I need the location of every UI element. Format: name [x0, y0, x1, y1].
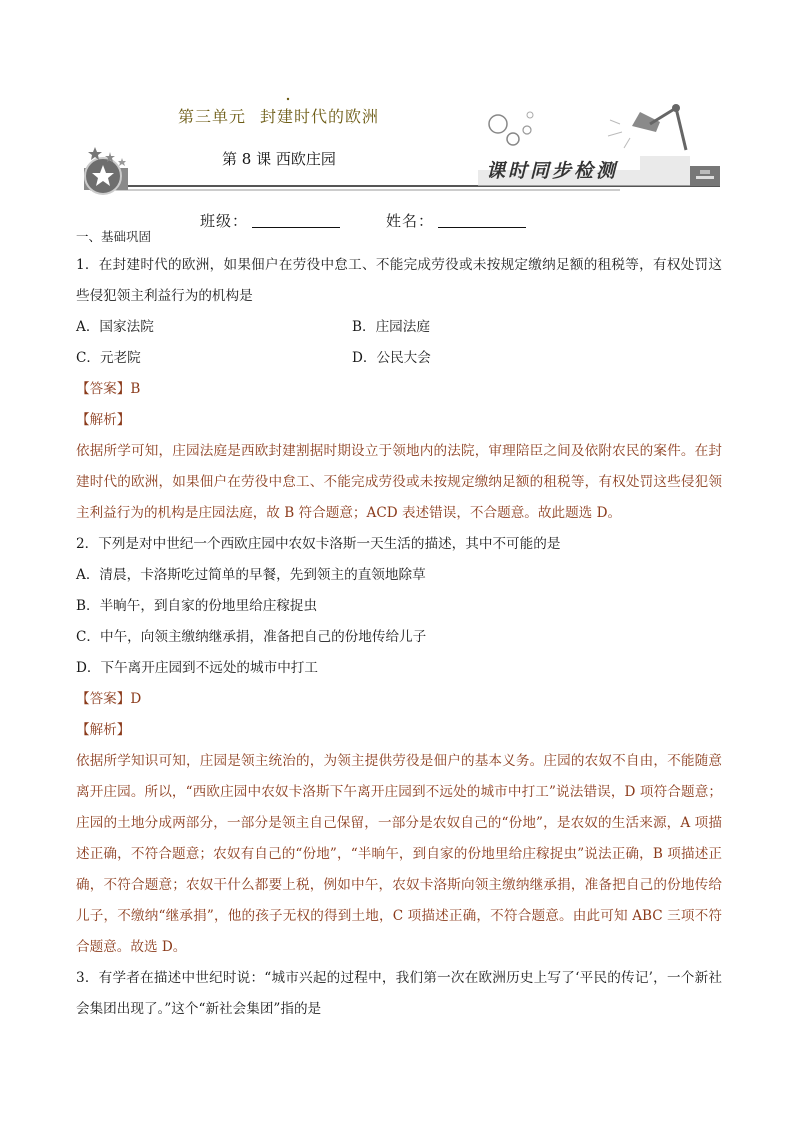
section-title: 一、基础巩固 [76, 229, 152, 244]
lesson-title: 第 8 课 西欧庄园 [222, 150, 336, 168]
answer-line [76, 684, 722, 715]
option-d: D．公民大会 [352, 350, 431, 366]
question-stem: 3．有学者在描述中世纪时说：“城市兴起的过程中，我们第一次在欧洲历史上写了‘平民的传记’，一个新社会集团出现了。”这个“新社会集团”指的是 [76, 970, 722, 1017]
options-row [76, 312, 722, 343]
analysis-text: 依据所学知识可知，庄园是领主统治的，为领主提供劳役是佃户的基本义务。庄园的农奴不自由，不能随意离开庄园。所以，“西欧庄园中农奴卡洛斯下午离开庄园到不远处的城市中打工”说法错误，D 项符合题意；庄园的土地分成两部分，一部分是领主自己保留，一部分是农奴自己的“份地”，是农奴的生活来源，A 项描述正确，不符合题意；农奴有自己的“份地”，“半晌午，到自家的份地里给庄稼捉虫”说法正确，B 项描述正确，不符合题意；农奴干什么都要上税，例如中午，农奴卡洛斯向领主缴纳继承捐，准备把自己的份地传给儿子，不缴纳“继承捐”，他的孩子无权的得到土地，C 项描述正确，不符合题意。由此可知 ABC 三项不符合题意。故选 D。 [76, 753, 722, 955]
option-b: B．半晌午，到自家的份地里给庄稼捉虫 [76, 598, 318, 614]
question-stem: 2．下列是对中世纪一个西欧庄园中农奴卡洛斯一天生活的描述，其中不可能的是 [76, 536, 561, 552]
answer-label: 【答案】 [76, 691, 131, 707]
option-a: A．清晨，卡洛斯吃过简单的早餐，先到领主的直领地除草 [76, 567, 426, 583]
unit-title [178, 104, 379, 127]
answer-value: B [130, 381, 141, 397]
option-d: D．下午离开庄园到不远处的城市中打工 [76, 660, 318, 676]
header-banner [0, 0, 794, 200]
analysis-label: 【解析】 [76, 722, 131, 738]
question-stem: 1．在封建时代的欧洲，如果佃户在劳役中怠工、不能完成劳役或未按规定缴纳足额的租税等，有权处罚这些侵犯领主利益行为的机构是 [76, 257, 722, 304]
question-3 [76, 963, 722, 1025]
analysis-text: 依据所学可知，庄园法庭是西欧封建割据时期设立于领地内的法院，审理陪臣之间及依附农民的案件。在封建时代的欧洲，如果佃户在劳役中怠工、不能完成劳役或未按规定缴纳足额的租税等，有权处罚这些侵犯领主利益行为的机构是庄园法庭，故 B 符合题意；ACD 表述错误，不合题意。故此题选 D。 [76, 443, 722, 521]
answer-label: 【答案】 [76, 381, 131, 397]
document-body [76, 226, 722, 1025]
question-2 [76, 529, 722, 963]
options-row [76, 343, 722, 374]
option-c: C．元老院 [76, 350, 141, 366]
analysis-label: 【解析】 [76, 412, 131, 428]
option-b: B．庄园法庭 [352, 319, 430, 335]
answer-line [76, 374, 722, 405]
unit-number: 第三单元 [178, 107, 247, 126]
star-badge-icon [84, 147, 128, 194]
class-label: 班级： [200, 212, 249, 230]
lamp-decoration-icon [489, 104, 686, 150]
question-1 [76, 250, 722, 529]
brand-label: 课时同步检测 [486, 160, 619, 182]
answer-value: D [130, 691, 142, 707]
name-label: 姓名： [386, 212, 435, 230]
unit-name: 封建时代的欧洲 [260, 107, 380, 126]
option-a: A．国家法院 [76, 319, 154, 335]
option-c: C．中午，向领主缴纳继承捐，准备把自己的份地传给儿子 [76, 629, 427, 645]
